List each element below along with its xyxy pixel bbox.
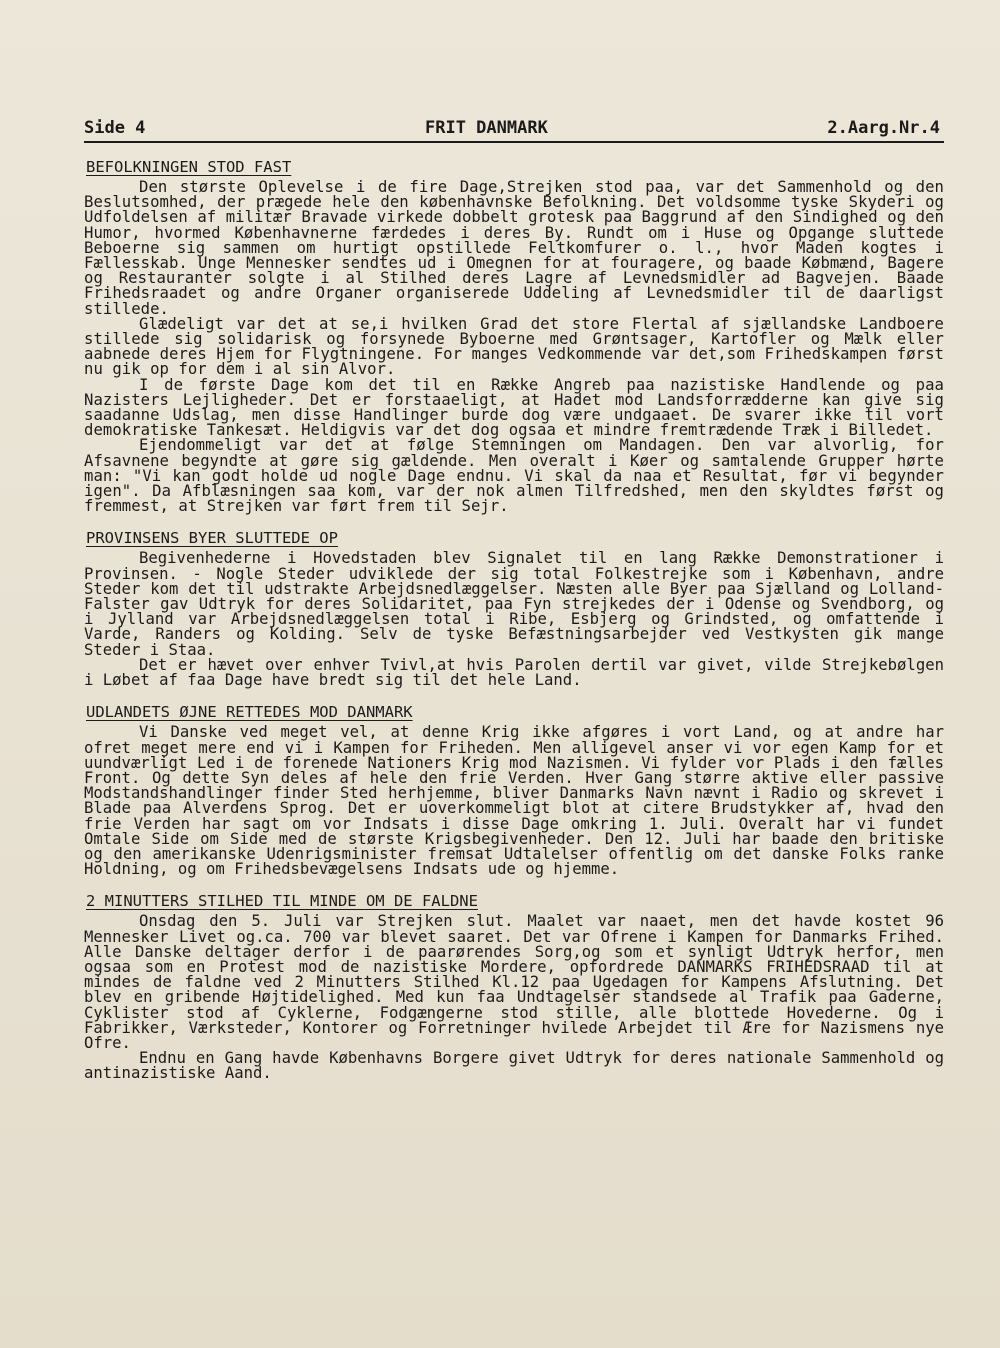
section-heading: UDLANDETS ØJNE RETTEDES MOD DANMARK [86, 703, 413, 722]
section-heading: PROVINSENS BYER SLUTTEDE OP [86, 529, 338, 548]
section-befolkningen [84, 157, 944, 514]
paragraph: I de første Dage kom det til en Række Angreb paa nazistiske Handlende og paa Nazisters Lejligheder. Det er forstaaeligt, at Hadet mod Landsforrædderne kan give sig saadanne Udslag, men disse Handlinger burde dog være undgaaet. De svarer ikke til vort demokratiske Tankesæt. Heldigvis var det dog ogsaa et mindre fremtrædende Træk i Billedet. [84, 375, 944, 440]
page-number: Side 4 [84, 118, 146, 138]
paragraph: Vi Danske ved meget vel, at denne Krig ikke afgøres i vort Land, og at andre har ofret meget mere end vi i Kampen for Friheden. Men alligevel anser vi vor egen Kamp for et uundværligt Led i de forenede Nationers Krig mod Nazismen. Vi fylder vor Plads i den fælles Front. Og dette Syn deles af hele den frie Verden. Hver Gang større aktive eller passive Modstandshandlinger finder Sted herhjemme, bliver Danmarks Navn nævnt i Radio og skrevet i Blade paa Alverdens Sprog. Det er uoverkommeligt blot at citere Brudstykker af, hvad den frie Verden har sagt om vor Indsats i disse Dage omkring 1. Juli. Overalt har vi fundet Omtale Side om Side med de største Krigsbegivenheder. Den 12. Juli har baade den britiske og den amerikanske Udenrigsminister fremsat Udtalelser offentlig om det danske Folks ranke Holdning, og om Frihedsbevægelsens Indsats ude og hjemme. [84, 723, 944, 879]
section-2-minutters-stilhed [84, 891, 944, 1081]
issue-number: 2.Aarg.Nr.4 [827, 118, 940, 138]
paragraph: Endnu en Gang havde Københavns Borgere givet Udtryk for deres nationale Sammenhold og antinazistiske Aand. [84, 1049, 944, 1083]
section-provinsens-byer [84, 528, 944, 688]
paragraph: Onsdag den 5. Juli var Strejken slut. Maalet var naaet, men det havde kostet 96 Mennesker Livet og.ca. 700 var blevet saaret. Det var Ofrene i Kampen for Danmarks Frihed. Alle Danske deltager derfor i de paarørendes Sorg,og som et synligt Udtryk herfor, men ogsaa som en Protest mod de nazistiske Mordere, opfordrede DANMARKS FRIHEDSRAAD til at mindes de faldne ved 2 Minutters Stilhed Kl.12 paa Ugedagen for Kampens Afslutning. Det blev en gribende Højtidelighed. Med kun faa Undtagelser standsede al Trafik paa Gaderne, Cyklister stod af Cyklerne, Fodgængerne stod stille, alle blottede Hovederne. Og i Fabrikker, Værksteder, Kontorer og Forretninger hvilede Arbejdet til Ære for Nazismens nye Ofre. [84, 912, 944, 1052]
section-udlandets-ojne [84, 702, 944, 877]
paragraph: Glædeligt var det at se,i hvilken Grad det store Flertal af sjællandske Landboere stillede sig solidarisk og forsynede Byboerne med Grøntsager, Kartofler og Mælk eller aabnede deres Hjem for Flygtningene. For manges Vedkommende var det,som Frihedskampen først nu gik op for dem i al sin Alvor. [84, 314, 944, 379]
newspaper-title: FRIT DANMARK [425, 118, 548, 138]
paragraph: Det er hævet over enhver Tvivl,at hvis Parolen dertil var givet, vilde Strejkebølgen i Løbet af faa Dage have bredt sig til det hele Land. [84, 655, 944, 690]
page-header [84, 118, 944, 143]
paragraph: Begivenhederne i Hovedstaden blev Signalet til en lang Række Demonstrationer i Provinsen. - Nogle Steder udviklede der sig total Folkestrejke som i København, andre Steder kom det til udstrakte Arbejdsnedlæggelser. Næsten alle Byer paa Sjælland og Lolland-Falster gav Udtryk for deres Solidaritet, paa Fyn strejkedes der i Odense og Svendborg, og i Jylland var Arbejdsnedlæggelsen total i Ribe, Esbjerg og Grindsted, og omfattende i Varde, Randers og Kolding. Selv de tyske Befæstningsarbejder ved Vestkysten gik mange Steder i Staa. [84, 549, 944, 659]
paragraph: Ejendommeligt var det at følge Stemningen om Mandagen. Den var alvorlig, for Afsavnene begyndte at gøre sig gældende. Men overalt i Køer og samtalende Grupper hørte man: "Vi kan godt holde ud nogle Dage endnu. Vi skal da naa et Resultat, før vi begynder igen". Da Afblæsningen saa kom, var der nok almen Tilfredshed, men den skyldtes først og fremmest, at Strejken var ført frem til Sejr. [84, 436, 944, 516]
section-heading: BEFOLKNINGEN STOD FAST [86, 158, 292, 176]
section-heading: 2 MINUTTERS STILHED TIL MINDE OM DE FALDNE [86, 892, 478, 911]
paragraph: Den største Oplevelse i de fire Dage,Strejken stod paa, var det Sammenhold og den Beslutsomhed, der prægede hele den københavnske Befolkning. Det voldsomme tyske Skyderi og Udfoldelsen af militær Bravade virkede dobbelt grotesk paa Baggrund af den Sindighed og den Humor, hvormed Københavnerne færdedes i deres By. Rundt om i Huse og Opgange sluttede Beboerne sig sammen om hurtigt opstillede Feltkomfurer o. l., hvor Maden kogtes i Fællesskab. Unge Mennesker sendtes ud i Omegnen for at fouragere, og baade Købmænd, Bagere og Restauranter solgte i al Stilhed deres Lagre af Levnedsmidler ad Bagvejen. Baade Frihedsraadet og andre Organer organiserede Uddeling af Levnedsmidler til de daarligst stillede. [84, 178, 944, 318]
